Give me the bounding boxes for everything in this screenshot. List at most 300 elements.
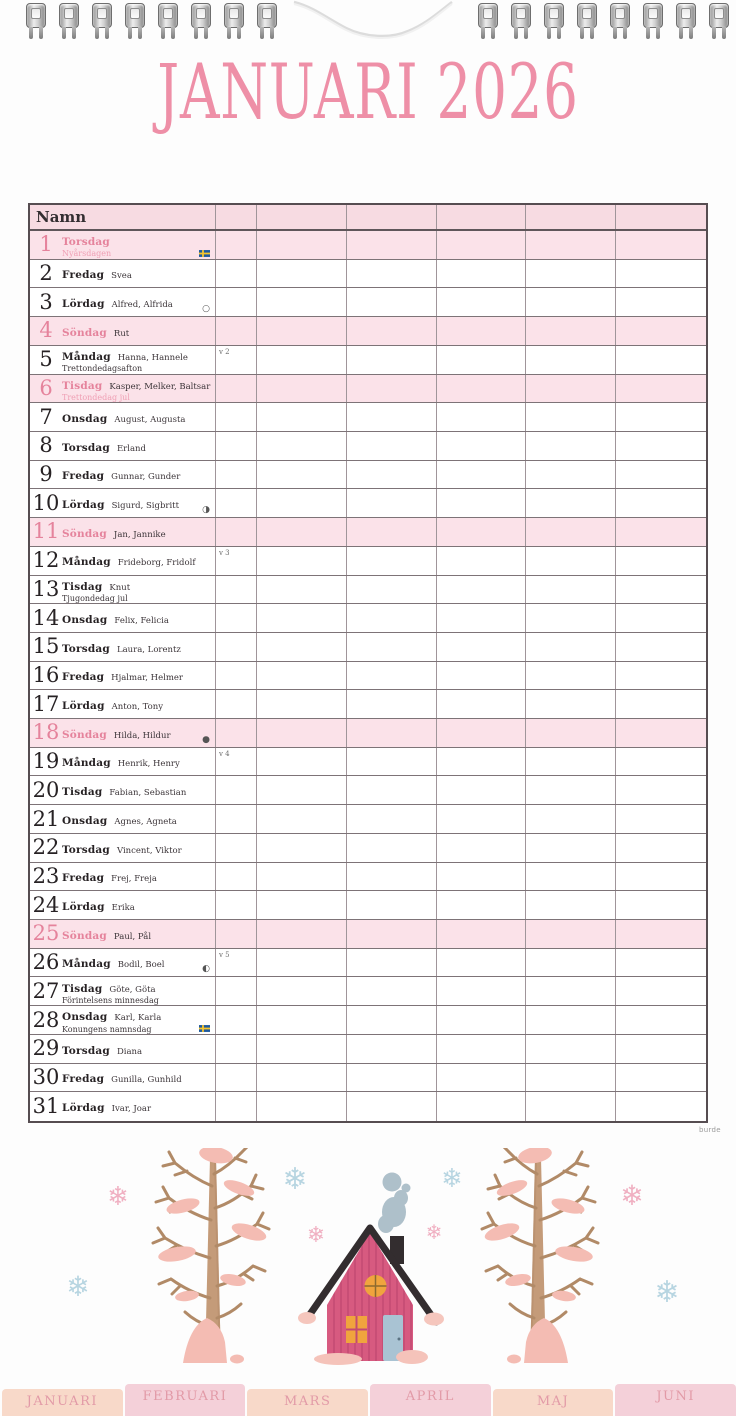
- note-cell[interactable]: [216, 604, 257, 632]
- day-name: Torsdag: [62, 236, 110, 249]
- note-cell[interactable]: [616, 690, 706, 718]
- name-days: Svea: [111, 271, 132, 282]
- note-cell[interactable]: [257, 719, 347, 747]
- name-days: Frej, Freja: [111, 874, 157, 885]
- note-cell[interactable]: [616, 346, 706, 374]
- winter-illustration: [40, 1148, 696, 1390]
- name-days: Alfred, Alfrida: [111, 300, 173, 311]
- name-days: Erland: [116, 443, 146, 454]
- table-row: [30, 949, 706, 978]
- note-cell[interactable]: [526, 690, 616, 718]
- day-name: Lördag: [62, 1102, 105, 1115]
- date-number: 17: [32, 691, 60, 716]
- day-cell: [30, 776, 216, 804]
- day-name: Måndag: [62, 757, 111, 770]
- month-tab-april[interactable]: APRIL: [370, 1384, 491, 1416]
- note-cell[interactable]: [216, 461, 257, 489]
- note-cell[interactable]: [437, 662, 527, 690]
- note-cell[interactable]: [216, 748, 257, 776]
- binder-ring: [676, 3, 696, 39]
- note-cell[interactable]: [347, 346, 437, 374]
- note-cell[interactable]: [257, 776, 347, 804]
- note-cell[interactable]: [347, 748, 437, 776]
- note-cell[interactable]: [257, 231, 347, 259]
- note-cell[interactable]: [526, 547, 616, 575]
- note-cell[interactable]: [216, 1064, 257, 1092]
- note-cell[interactable]: [526, 518, 616, 546]
- note-cell[interactable]: [616, 776, 706, 804]
- note-cell[interactable]: [216, 346, 257, 374]
- day-cell: [30, 662, 216, 690]
- day-name: Torsdag: [62, 441, 110, 454]
- table-row: [30, 977, 706, 1006]
- note-cell[interactable]: [437, 317, 527, 345]
- note-cell[interactable]: [257, 1092, 347, 1121]
- note-cell[interactable]: [526, 317, 616, 345]
- binder-ring: [257, 3, 277, 39]
- note-cell[interactable]: [257, 518, 347, 546]
- note-cell[interactable]: [347, 576, 437, 604]
- name-days: Vincent, Viktor: [116, 845, 182, 856]
- note-cell[interactable]: [216, 949, 257, 977]
- day-name: Söndag: [62, 527, 107, 540]
- name-days: Anton, Tony: [111, 702, 164, 712]
- svg-text:❄: ❄: [66, 1270, 90, 1303]
- note-cell[interactable]: [526, 461, 616, 489]
- week-number: v 5: [219, 950, 230, 959]
- note-cell[interactable]: [257, 317, 347, 345]
- moon-phase-icon: ●: [202, 734, 210, 745]
- note-cell[interactable]: [257, 863, 347, 891]
- note-cell[interactable]: [616, 1064, 706, 1092]
- note-cell[interactable]: [216, 288, 257, 316]
- note-cell[interactable]: [216, 633, 257, 661]
- note-cell[interactable]: [257, 576, 347, 604]
- note-cell[interactable]: [347, 719, 437, 747]
- svg-text:❄: ❄: [441, 1164, 463, 1194]
- note-cell[interactable]: [526, 576, 616, 604]
- holiday-label: Nyårsdagen: [62, 249, 112, 259]
- note-cell[interactable]: [437, 891, 527, 919]
- day-cell: [30, 719, 216, 747]
- note-cell[interactable]: [347, 1064, 437, 1092]
- note-cell[interactable]: [437, 719, 527, 747]
- name-days: Knut: [109, 582, 131, 593]
- note-cell[interactable]: [616, 1092, 706, 1121]
- day-cell: [30, 920, 216, 948]
- name-days: Karl, Karla: [114, 1013, 162, 1024]
- date-number: 31: [32, 1094, 60, 1119]
- note-cell[interactable]: [257, 633, 347, 661]
- svg-text:❄: ❄: [620, 1179, 644, 1212]
- note-cell[interactable]: [526, 1006, 616, 1034]
- note-cell[interactable]: [347, 891, 437, 919]
- day-name: Torsdag: [62, 642, 110, 655]
- note-cell[interactable]: [216, 920, 257, 948]
- table-row: [30, 461, 706, 490]
- note-cell[interactable]: [526, 604, 616, 632]
- note-cell[interactable]: [437, 1006, 527, 1034]
- note-cell[interactable]: [526, 260, 616, 288]
- note-cell[interactable]: [437, 690, 527, 718]
- note-cell[interactable]: [526, 805, 616, 833]
- note-cell[interactable]: [526, 891, 616, 919]
- day-name: Tisdag: [62, 379, 103, 392]
- moon-phase-icon: ◑: [202, 505, 210, 516]
- table-row: [30, 805, 706, 834]
- note-cell[interactable]: [616, 920, 706, 948]
- table-row: [30, 288, 706, 317]
- day-cell: [30, 1092, 216, 1121]
- note-cell[interactable]: [347, 633, 437, 661]
- note-cell[interactable]: [437, 1064, 527, 1092]
- day-cell: [30, 834, 216, 862]
- note-cell[interactable]: [616, 1035, 706, 1063]
- note-cell[interactable]: [347, 690, 437, 718]
- month-tab-maj[interactable]: MAJ: [493, 1389, 614, 1416]
- table-row: [30, 719, 706, 748]
- name-days: Hjalmar, Helmer: [111, 673, 183, 684]
- table-row: [30, 920, 706, 949]
- note-cell[interactable]: [526, 977, 616, 1005]
- calendar-grid: [28, 203, 708, 1123]
- note-cell[interactable]: [616, 805, 706, 833]
- note-cell[interactable]: [616, 375, 706, 403]
- date-number: 14: [32, 605, 60, 630]
- note-cell[interactable]: [616, 719, 706, 747]
- day-name: Söndag: [62, 326, 107, 339]
- note-cell[interactable]: [347, 776, 437, 804]
- note-cell[interactable]: [526, 288, 616, 316]
- day-cell: [30, 547, 216, 575]
- note-cell[interactable]: [257, 805, 347, 833]
- note-cell[interactable]: [347, 1092, 437, 1121]
- note-cell[interactable]: [616, 1006, 706, 1034]
- month-tab-januari[interactable]: JANUARI: [2, 1389, 123, 1416]
- note-cell[interactable]: [257, 375, 347, 403]
- note-cell[interactable]: [216, 403, 257, 431]
- day-name: Lördag: [62, 298, 105, 311]
- note-cell[interactable]: [526, 1092, 616, 1121]
- note-cell[interactable]: [216, 1092, 257, 1121]
- note-cell[interactable]: [257, 346, 347, 374]
- day-cell: [30, 317, 216, 345]
- note-cell[interactable]: [437, 1092, 527, 1121]
- note-cell[interactable]: [526, 863, 616, 891]
- note-cell[interactable]: [347, 1006, 437, 1034]
- name-days: Fabian, Sebastian: [109, 788, 187, 799]
- note-cell[interactable]: [347, 375, 437, 403]
- day-name: Måndag: [62, 958, 111, 971]
- table-row: [30, 231, 706, 260]
- binder-ring: [511, 3, 531, 39]
- note-cell[interactable]: [216, 432, 257, 460]
- day-name: Fredag: [62, 269, 105, 282]
- date-number: 30: [32, 1064, 60, 1089]
- note-cell[interactable]: [526, 748, 616, 776]
- note-cell[interactable]: [616, 489, 706, 517]
- date-number: 9: [39, 462, 53, 487]
- note-cell[interactable]: [347, 432, 437, 460]
- note-cell[interactable]: [437, 748, 527, 776]
- note-cell[interactable]: [216, 690, 257, 718]
- note-cell[interactable]: [437, 518, 527, 546]
- note-cell[interactable]: [526, 489, 616, 517]
- note-cell[interactable]: [526, 231, 616, 259]
- note-cell[interactable]: [347, 805, 437, 833]
- table-row: [30, 576, 706, 605]
- note-cell[interactable]: [437, 432, 527, 460]
- note-cell[interactable]: [437, 403, 527, 431]
- note-cell[interactable]: [616, 604, 706, 632]
- note-cell[interactable]: [347, 403, 437, 431]
- note-cell[interactable]: [616, 260, 706, 288]
- name-days: Gunnar, Gunder: [111, 472, 181, 483]
- day-name: Torsdag: [62, 1044, 110, 1057]
- note-cell[interactable]: [526, 1064, 616, 1092]
- note-cell[interactable]: [526, 949, 616, 977]
- note-cell[interactable]: [437, 260, 527, 288]
- day-name: Söndag: [62, 728, 107, 741]
- note-cell[interactable]: [437, 776, 527, 804]
- note-cell[interactable]: [437, 288, 527, 316]
- table-row: [30, 1064, 706, 1093]
- note-cell[interactable]: [526, 375, 616, 403]
- note-cell[interactable]: [616, 288, 706, 316]
- month-tab-februari[interactable]: FEBRUARI: [125, 1384, 246, 1416]
- note-cell[interactable]: [347, 317, 437, 345]
- note-cell[interactable]: [526, 834, 616, 862]
- day-name: Torsdag: [62, 843, 110, 856]
- note-cell[interactable]: [257, 891, 347, 919]
- note-cell[interactable]: [526, 776, 616, 804]
- note-cell[interactable]: [526, 403, 616, 431]
- note-cell[interactable]: [216, 805, 257, 833]
- note-cell[interactable]: [437, 977, 527, 1005]
- date-number: 1: [39, 232, 53, 257]
- note-cell[interactable]: [437, 863, 527, 891]
- note-cell[interactable]: [216, 489, 257, 517]
- note-cell[interactable]: [526, 346, 616, 374]
- note-cell[interactable]: [526, 719, 616, 747]
- note-cell[interactable]: [347, 949, 437, 977]
- name-days: Felix, Felicia: [114, 615, 169, 626]
- month-tab-mars[interactable]: MARS: [247, 1389, 368, 1416]
- binder-ring: [478, 3, 498, 39]
- date-number: 29: [32, 1036, 60, 1061]
- note-cell[interactable]: [347, 461, 437, 489]
- month-tab-juni[interactable]: JUNI: [615, 1384, 736, 1416]
- note-cell[interactable]: [616, 576, 706, 604]
- name-days: Göte, Göta: [109, 984, 156, 995]
- note-cell[interactable]: [526, 920, 616, 948]
- note-cell[interactable]: [347, 1035, 437, 1063]
- holiday-label: Förintelsens minnesdag: [62, 995, 159, 1005]
- day-cell: [30, 949, 216, 977]
- note-cell[interactable]: [616, 977, 706, 1005]
- note-cell[interactable]: [216, 776, 257, 804]
- note-cell[interactable]: [216, 576, 257, 604]
- day-name: Onsdag: [62, 412, 108, 425]
- note-cell[interactable]: [347, 288, 437, 316]
- note-cell[interactable]: [216, 863, 257, 891]
- note-cell[interactable]: [257, 547, 347, 575]
- note-cell[interactable]: [257, 604, 347, 632]
- note-cell[interactable]: [347, 920, 437, 948]
- name-days: Hilda, Hildur: [113, 730, 171, 741]
- note-cell[interactable]: [616, 432, 706, 460]
- note-cell[interactable]: [437, 604, 527, 632]
- note-cell[interactable]: [616, 403, 706, 431]
- note-cell[interactable]: [616, 863, 706, 891]
- note-cell[interactable]: [216, 719, 257, 747]
- table-row: [30, 1006, 706, 1035]
- table-row: [30, 403, 706, 432]
- svg-text:❄: ❄: [107, 1182, 129, 1212]
- note-cell[interactable]: [616, 547, 706, 575]
- day-cell: [30, 231, 216, 259]
- note-cell[interactable]: [216, 518, 257, 546]
- note-cell[interactable]: [216, 662, 257, 690]
- note-cell[interactable]: [216, 260, 257, 288]
- note-cell[interactable]: [216, 547, 257, 575]
- note-cell[interactable]: [257, 288, 347, 316]
- note-cell[interactable]: [257, 403, 347, 431]
- note-cell[interactable]: [437, 461, 527, 489]
- day-name: Fredag: [62, 671, 105, 684]
- note-cell[interactable]: [216, 891, 257, 919]
- note-cell[interactable]: [437, 633, 527, 661]
- note-cell[interactable]: [616, 949, 706, 977]
- table-row: [30, 604, 706, 633]
- note-cell[interactable]: [216, 977, 257, 1005]
- day-cell: [30, 977, 216, 1005]
- note-cell[interactable]: [347, 863, 437, 891]
- note-cell[interactable]: [257, 489, 347, 517]
- date-number: 16: [32, 662, 60, 687]
- note-cell[interactable]: [257, 748, 347, 776]
- note-cell[interactable]: [437, 920, 527, 948]
- table-row: [30, 1035, 706, 1064]
- binder-ring: [577, 3, 597, 39]
- table-row: [30, 260, 706, 289]
- note-cell[interactable]: [526, 662, 616, 690]
- table-row: [30, 662, 706, 691]
- note-cell[interactable]: [257, 834, 347, 862]
- date-number: 7: [39, 404, 53, 429]
- note-cell[interactable]: [437, 231, 527, 259]
- day-cell: [30, 260, 216, 288]
- note-cell[interactable]: [257, 461, 347, 489]
- note-cell[interactable]: [216, 834, 257, 862]
- note-cell[interactable]: [257, 977, 347, 1005]
- note-cell[interactable]: [347, 834, 437, 862]
- note-cell[interactable]: [347, 231, 437, 259]
- note-cell[interactable]: [257, 1035, 347, 1063]
- day-cell: [30, 604, 216, 632]
- day-cell: [30, 461, 216, 489]
- day-cell: [30, 403, 216, 431]
- note-cell[interactable]: [437, 1035, 527, 1063]
- note-cell[interactable]: [216, 317, 257, 345]
- header-cell: [347, 205, 437, 229]
- note-cell[interactable]: [216, 1035, 257, 1063]
- note-cell[interactable]: [347, 518, 437, 546]
- table-row: [30, 863, 706, 892]
- note-cell[interactable]: [257, 1006, 347, 1034]
- header-cell: [216, 205, 257, 229]
- note-cell[interactable]: [257, 949, 347, 977]
- note-cell[interactable]: [616, 633, 706, 661]
- note-cell[interactable]: [616, 891, 706, 919]
- note-cell[interactable]: [526, 432, 616, 460]
- note-cell[interactable]: [347, 604, 437, 632]
- note-cell[interactable]: [347, 489, 437, 517]
- note-cell[interactable]: [347, 260, 437, 288]
- note-cell[interactable]: [257, 662, 347, 690]
- day-name: Onsdag: [62, 613, 108, 626]
- date-number: 28: [32, 1007, 60, 1032]
- note-cell[interactable]: [257, 920, 347, 948]
- binder-ring: [544, 3, 564, 39]
- note-cell[interactable]: [616, 518, 706, 546]
- header-row: [30, 205, 706, 231]
- day-cell: [30, 576, 216, 604]
- table-row: [30, 432, 706, 461]
- note-cell[interactable]: [257, 260, 347, 288]
- header-cell: [257, 205, 347, 229]
- name-days: Henrik, Henry: [117, 759, 180, 770]
- day-name: Tisdag: [62, 982, 103, 995]
- note-cell[interactable]: [216, 375, 257, 403]
- note-cell[interactable]: [257, 432, 347, 460]
- binder-ring: [191, 3, 211, 39]
- note-cell[interactable]: [616, 834, 706, 862]
- note-cell[interactable]: [616, 231, 706, 259]
- note-cell[interactable]: [257, 1064, 347, 1092]
- chimney-smoke: [378, 1173, 411, 1234]
- note-cell[interactable]: [347, 662, 437, 690]
- name-days: Agnes, Agneta: [114, 816, 177, 827]
- note-cell[interactable]: [616, 662, 706, 690]
- swedish-flag-icon: [199, 1025, 210, 1032]
- note-cell[interactable]: [437, 949, 527, 977]
- note-cell[interactable]: [437, 375, 527, 403]
- note-cell[interactable]: [616, 317, 706, 345]
- note-cell[interactable]: [347, 547, 437, 575]
- note-cell[interactable]: [216, 1006, 257, 1034]
- day-name: Lördag: [62, 499, 105, 512]
- note-cell[interactable]: [437, 489, 527, 517]
- note-cell[interactable]: [526, 1035, 616, 1063]
- day-name: Fredag: [62, 872, 105, 885]
- note-cell[interactable]: [257, 690, 347, 718]
- table-row: [30, 518, 706, 547]
- note-cell[interactable]: [347, 977, 437, 1005]
- day-cell: [30, 748, 216, 776]
- note-cell[interactable]: [526, 633, 616, 661]
- note-cell[interactable]: [437, 547, 527, 575]
- binder-ring: [224, 3, 244, 39]
- note-cell[interactable]: [437, 576, 527, 604]
- note-cell[interactable]: [616, 748, 706, 776]
- note-cell[interactable]: [216, 231, 257, 259]
- note-cell[interactable]: [437, 805, 527, 833]
- note-cell[interactable]: [437, 346, 527, 374]
- note-cell[interactable]: [437, 834, 527, 862]
- day-cell: [30, 375, 216, 403]
- note-cell[interactable]: [616, 461, 706, 489]
